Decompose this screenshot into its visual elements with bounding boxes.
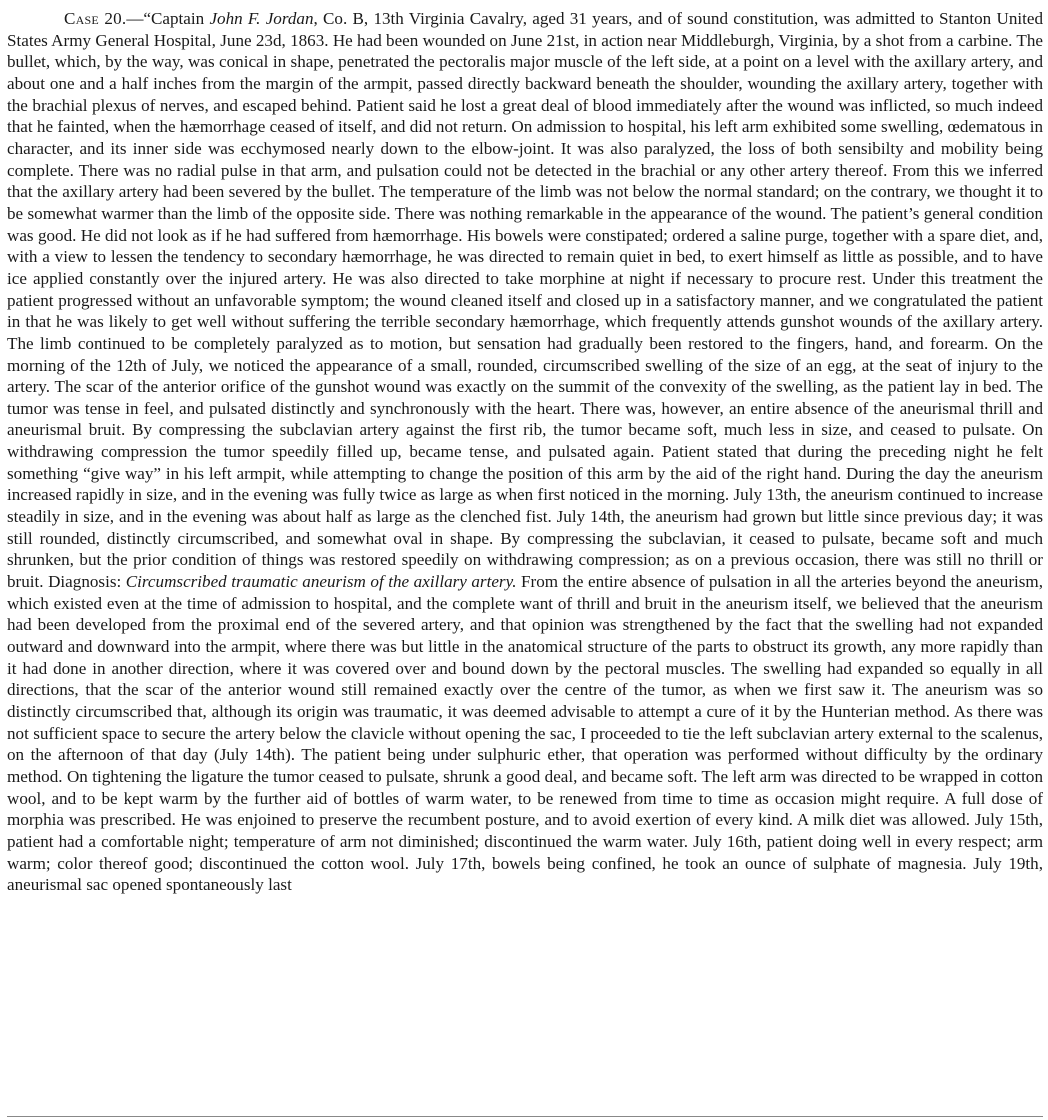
lead-quote: —“Captain: [126, 9, 210, 28]
case-text-part-2: From the entire absence of pulsation in all the arteries beyond the aneurism, which existed even at the time of admission to hospital, and the complete want of thrill and bruit in the aneurism itself, we believed that the aneurism had been developed from the proximal end of the severed artery, and that opinion was strengthened by the fact that the swelling had not expanded outward and downward into the armpit, where there was but little in the anatomical structure of the parts to obstruct its growth, any more rapidly than it had done in another direction, where it was covered over and bound down by the pectoral muscles. The swelling had expanded so equally in all directions, that the scar of the anterior wound still remained exactly over the centre of the tumor, as when we first saw it. The aneurism was so distinctly circumscribed that, although its origin was traumatic, it was deemed advisable to attempt a cure of it by the Hunterian method. As there was not sufficient space to secure the artery below the clavicle without opening the sac, I proceeded to tie the left subclavian artery external to the scalenus, on the afternoon of that day (July 14th). The patient being under sulphuric ether, that operation was performed without difficulty by the ordinary method. On tightening the ligature the tumor ceased to pulsate, shrunk a good deal, and became soft. The left arm was directed to be wrapped in cotton wool, and to be kept warm by the further aid of bottles of warm water, to be renewed from time to time as occasion might require. A full dose of morphia was prescribed. He was enjoined to preserve the recumbent posture, and to avoid exertion of every kind. A milk diet was allowed. July 15th, patient had a comfortable night; temperature of arm not diminished; discontinued the warm water. July 16th, patient doing well in every respect; arm warm; color thereof good; discontinued the cotton wool. July 17th, bowels being confined, he took an ounce of sulphate of magnesia. July 19th, aneurismal sac opened spontaneously last: [7, 572, 1043, 895]
diagnosis-text: Circumscribed traumatic aneurism of the axillary artery.: [125, 572, 517, 592]
case-text-part-1: , Co. B, 13th Virginia Cavalry, aged 31 years, and of sound constitution, was admitted to Stanton United States Army General Hospital, June 23d, 1863. He had been wounded on June 21st, in action near Middleburgh, Virginia, by a shot from a carbine. The bullet, which, by the way, was conical in shape, penetrated the pectoralis major muscle of the left side, at a point on a level with the axillary artery, and about one and a half inches from the margin of the armpit, passed directly backward beneath the shoulder, wounding the axillary artery, together with the brachial plexus of nerves, and escaped behind. Patient said he lost a great deal of blood immediately after the wound was inflicted, so much indeed that he fainted, when the hæmorrhage ceased of itself, and did not return. On admission to hospital, his left arm exhibited some swelling, œdematous in character, and its inner side was ecchymosed nearly down to the elbow-joint. It was also paralyzed, the loss of both sensibilty and mobility being complete. There was no radial pulse in that arm, and pulsation could not be detected in the brachial or any other artery thereof. From this we inferred that the axillary artery had been severed by the bullet. The temperature of the limb was not below the normal standard; on the contrary, we thought it to be somewhat warmer than the limb of the opposite side. There was nothing remarkable in the appearance of the wound. The patient’s general condition was good. He did not look as if he had suffered from hæmorrhage. His bowels were constipated; ordered a saline purge, together with a spare diet, and, with a view to lessen the tendency to secondary hæmorrhage, he was directed to remain quiet in bed, to exert himself as little as possible, and to have ice applied constantly over the injured artery. He was also directed to take morphine at night if necessary to procure rest. Under this treatment the patient progressed without an unfavorable symptom; the wound cleaned itself and closed up in a satisfactory manner, and we congratulated the patient in that he was likely to get well without suffering the terrible secondary hæmorrhage, which frequently attends gunshot wounds of the axillary artery. The limb continued to be completely paralyzed as to motion, but sensation had gradually been restored to the fingers, hand, and forearm. On the morning of the 12th of July, we noticed the appearance of a small, rounded, circumscribed swelling of the size of an egg, at the seat of injury to the artery. The scar of the anterior orifice of the gunshot wound was exactly on the summit of the convexity of the swelling, as the patient lay in bed. The tumor was tense in feel, and pulsated distinctly and synchronously with the heart. There was, however, an entire absence of the aneurismal thrill and aneurismal bruit. By compressing the subclavian artery against the first rib, the tumor became soft, much less in size, and ceased to pulsate. On withdrawing compression the tumor speedily filled up, became tense, and pulsated again. Patient stated that during the preceding night he felt something “give way” in his left armpit, while attempting to change the position of this arm by the aid of the right hand. During the day the aneurism increased rapidly in size, and in the evening was fully twice as large as when first noticed in the morning. July 13th, the aneurism continued to increase steadily in size, and in the evening was about half as large as the clenched fist. July 14th, the aneurism had grown but little since previous day; it was still rounded, distinctly circumscribed, and somewhat oval in shape. By compressing the subclavian, it ceased to pulsate, became soft and much shrunken, but the prior condition of things was restored speedily on withdrawing compression; as on a previous occasion, there was still no thrill or bruit. Diagnosis:: [7, 9, 1043, 592]
cut-off-heading-line: [7, 0, 1043, 6]
patient-name: John F. Jordan: [209, 9, 314, 28]
case-20-paragraph: [7, 8, 1043, 896]
case-label: Case 20.: [64, 9, 127, 28]
bottom-rule: [7, 1116, 1043, 1117]
document-page: [7, 0, 1043, 1120]
